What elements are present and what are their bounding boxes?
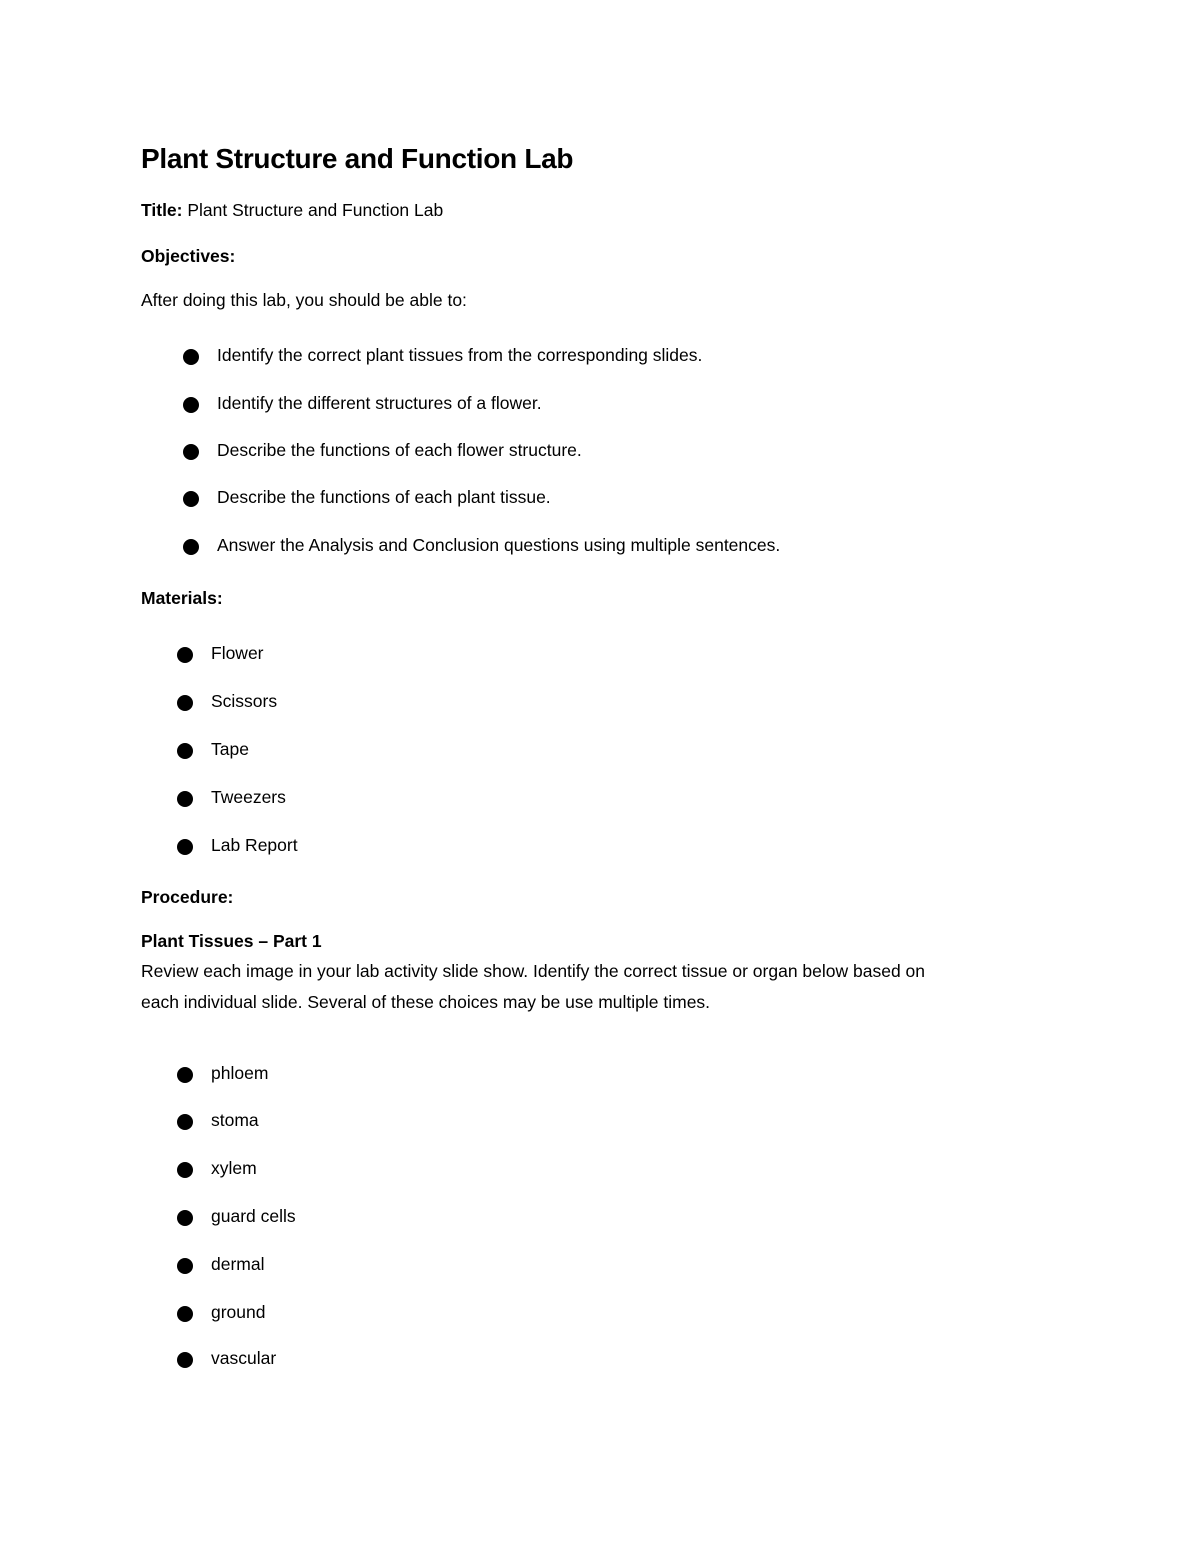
title-value: Plant Structure and Function Lab xyxy=(182,200,444,220)
bullet-icon xyxy=(183,397,199,413)
objective-text: Describe the functions of each flower structure. xyxy=(217,440,582,460)
tissue-text: xylem xyxy=(211,1158,257,1178)
bullet-icon xyxy=(177,1352,193,1368)
material-text: Tweezers xyxy=(211,787,286,807)
bullet-icon xyxy=(177,647,193,663)
tissue-text: phloem xyxy=(211,1063,269,1083)
bullet-icon xyxy=(183,539,199,555)
part1-heading: Plant Tissues – Part 1 xyxy=(141,931,322,951)
bullet-icon xyxy=(177,1210,193,1226)
objective-text: Describe the functions of each plant tissue. xyxy=(217,487,551,507)
objective-text: Answer the Analysis and Conclusion questions using multiple sentences. xyxy=(217,535,781,555)
document-heading: Plant Structure and Function Lab xyxy=(141,143,574,174)
title-line xyxy=(141,200,443,221)
objectives-intro: After doing this lab, you should be able to: xyxy=(141,290,467,310)
objective-text: Identify the different structures of a flower. xyxy=(217,393,542,413)
part1-instructions-line2: each individual slide. Several of these choices may be use multiple times. xyxy=(141,992,711,1012)
bullet-icon xyxy=(177,695,193,711)
bullet-icon xyxy=(177,1114,193,1130)
material-text: Tape xyxy=(211,739,249,759)
material-text: Lab Report xyxy=(211,835,298,855)
title-label: Title: xyxy=(141,200,183,220)
materials-label: Materials: xyxy=(141,588,223,608)
bullet-icon xyxy=(177,743,193,759)
procedure-label: Procedure: xyxy=(141,887,234,907)
objective-text: Identify the correct plant tissues from the corresponding slides. xyxy=(217,345,703,365)
bullet-icon xyxy=(183,349,199,365)
part1-instructions-line1: Review each image in your lab activity slide show. Identify the correct tissue or organ below based on xyxy=(141,961,926,981)
bullet-icon xyxy=(177,791,193,807)
bullet-icon xyxy=(177,1258,193,1274)
tissue-text: vascular xyxy=(211,1348,277,1368)
bullet-icon xyxy=(183,444,199,460)
tissue-text: ground xyxy=(211,1302,266,1322)
material-text: Flower xyxy=(211,643,264,663)
tissue-text: guard cells xyxy=(211,1206,296,1226)
objectives-label: Objectives: xyxy=(141,246,236,266)
tissue-text: stoma xyxy=(211,1110,259,1130)
tissue-text: dermal xyxy=(211,1254,265,1274)
bullet-icon xyxy=(177,839,193,855)
bullet-icon xyxy=(183,491,199,507)
material-text: Scissors xyxy=(211,691,278,711)
bullet-icon xyxy=(177,1306,193,1322)
bullet-icon xyxy=(177,1067,193,1083)
bullet-icon xyxy=(177,1162,193,1178)
